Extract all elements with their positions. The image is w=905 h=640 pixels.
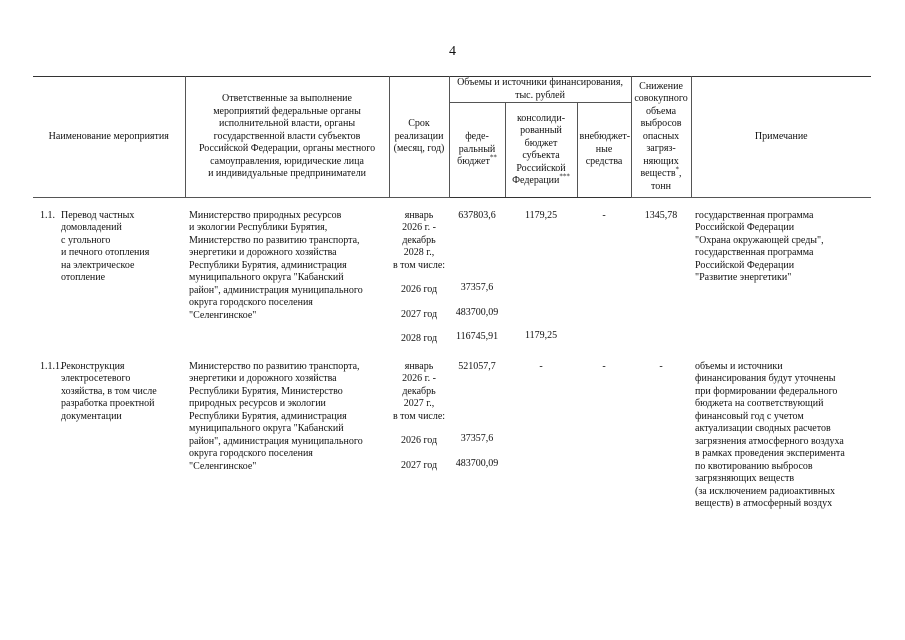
header-note: Примечание: [691, 77, 871, 198]
emission-reduction: 1345,78: [644, 209, 678, 221]
responsible-bodies: Министерство природных ресурсов и экологии Республики Бурятия, Министерство по развитию транспорта, энергетики и дорожного хозяйства Республики Бурятия, администрация муниципального округа "Кабанский район", администрация муниципального округа городского поселения "Селенгинское": [189, 209, 363, 321]
measures-table: [33, 76, 871, 511]
header-extrabudget: внебюджет- ные средства: [577, 103, 631, 198]
emission-reduction: -: [659, 360, 663, 372]
header-consolidated: консолиди- рованный бюджет субъекта Российской Федерации***: [505, 103, 577, 198]
header-reduction: Снижение совокупного объема выбросов опасных загряз- няющих веществ*, тонн: [631, 77, 691, 198]
federal-budget: 637803,6 37357,6 483700,09 116745,91: [455, 209, 499, 342]
consolidated-budget: 1179,25 1179,25: [524, 209, 558, 341]
header-name: Наименование мероприятия: [33, 77, 185, 198]
measure-name: Перевод частных домовладений с угольного и печного отопления на электрическое отопление: [61, 209, 150, 283]
extrabudget-funds: -: [602, 209, 606, 221]
page-number: 4: [449, 44, 456, 59]
table-row: [33, 361, 871, 511]
row-number: 1.1.1.: [40, 360, 63, 372]
header-federal: феде- ральный бюджет**: [449, 103, 505, 198]
note: объемы и источники финансирования будут уточнены при формировании федерального бюджета на соответствующий финансовый год с учетом актуализации сводных расчетов загрязнения атмосферного воздуха в рамках проведения эксперимента по квотированию выбросов загрязняющих веществ (за исключением радиоактивных веществ) в атмосферный воздух: [695, 360, 845, 509]
note: государственная программа Российской Федерации "Охрана окружающей среды", государственная программа Российской Федерации "Развитие энергетики": [695, 209, 824, 283]
federal-budget: 521057,7 37357,6 483700,09: [455, 360, 499, 469]
row-number: 1.1.: [40, 209, 55, 221]
header-responsible: Ответственные за выполнение мероприятий федеральные органы исполнительной власти, органы государственной власти субъектов Российской Федерации, органы местного самоуправления, юридические лица и индивидуальные предприниматели: [185, 77, 389, 198]
term: январь 2026 г. - декабрь 2028 г., в том числе: 2026 год 2027 год 2028 год: [392, 209, 446, 344]
responsible-bodies: Министерство по развитию транспорта, энергетики и дорожного хозяйства Республики Бурятия, Министерство природных ресурсов и экологии Республики Бурятия, администрация муниципального округа "Кабанский район", администрация муниципального округа городского поселения "Селенгинское": [189, 360, 363, 472]
term: январь 2026 г. - декабрь 2027 г., в том числе: 2026 год 2027 год: [392, 360, 446, 471]
header-term: Срок реализации (месяц, год): [389, 77, 449, 198]
table-row: [33, 210, 871, 346]
consolidated-budget: -: [539, 360, 543, 372]
extrabudget-funds: -: [602, 360, 606, 372]
measure-name: Реконструкция электросетевого хозяйства, в том числе разработка проектной документации: [61, 360, 157, 422]
header-funding-group: Объемы и источники финансирования, тыс. рублей: [449, 77, 631, 103]
